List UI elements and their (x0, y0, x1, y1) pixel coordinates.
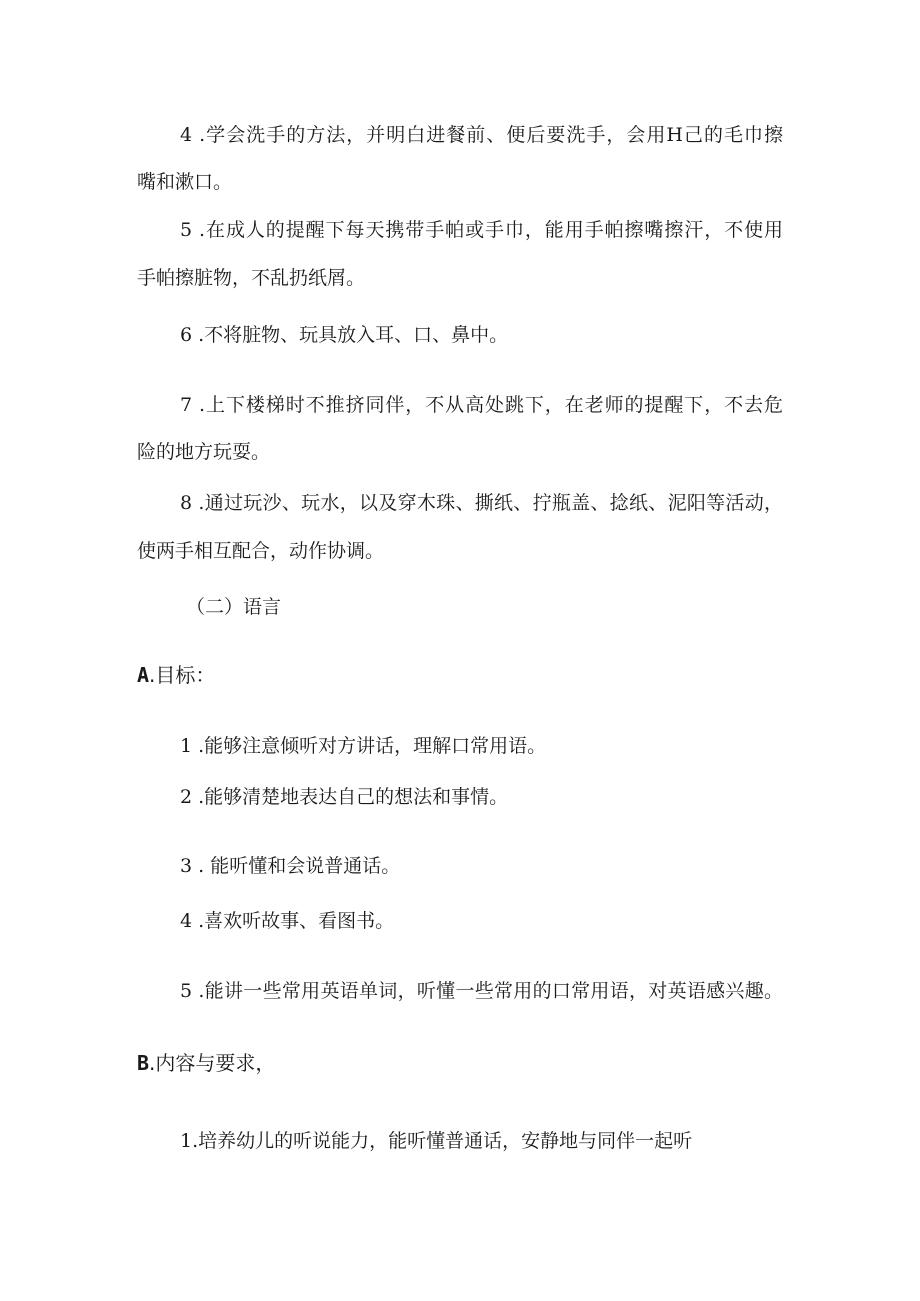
heading-content-letter: B (137, 1051, 150, 1075)
goal-item-3: 3 . 能听懂和会说普通话。 (180, 855, 401, 877)
paragraph-7-line-1: 7 .上下楼梯时不推挤同伴，不从高处跳下，在老师的提醒下，不去危 (180, 394, 783, 416)
content-item-1: 1.培养幼儿的听说能力，能听懂普通话，安静地与同伴一起听 (180, 1130, 693, 1152)
paragraph-5-line-1: 5 .在成人的提醒下每天携带手帕或手巾，能用手帕擦嘴擦汗，不使用 (180, 219, 783, 241)
paragraph-7-line-2: 险的地方玩耍。 (137, 441, 271, 463)
heading-content-text: .内容与要求， (149, 1051, 276, 1075)
paragraph-4-line-1: 4 .学会洗手的方法，并明白进餐前、便后要洗手，会用H己的毛巾擦 (180, 124, 783, 146)
heading-content-requirements (137, 1049, 275, 1077)
paragraph-6: 6 .不将脏物、玩具放入耳、口、鼻中。 (180, 324, 509, 346)
goal-item-4: 4 .喜欢听故事、看图书。 (180, 910, 395, 932)
goal-item-2: 2 .能够清楚地表达自己的想法和事情。 (180, 786, 509, 808)
heading-goals-text: .目标： (149, 663, 216, 687)
paragraph-5-line-2: 手帕擦脏物，不乱扔纸屑。 (137, 267, 366, 289)
paragraph-8-line-1: 8 .通过玩沙、玩水，以及穿木珠、撕纸、拧瓶盖、捻纸、泥阳等活动， (180, 492, 783, 514)
paragraph-8-line-2: 使两手相互配合，动作协调。 (137, 540, 385, 562)
section-title-language: （二）语言 (186, 596, 282, 618)
goal-item-1: 1 .能够注意倾听对方讲话，理解口常用语。 (180, 735, 547, 757)
heading-goals (137, 661, 215, 689)
paragraph-4-line-2: 嘴和漱口。 (137, 171, 233, 193)
heading-goals-letter: A (137, 663, 150, 687)
goal-item-5: 5 .能讲一些常用英语单词，听懂一些常用的口常用语，对英语感兴趣。 (180, 980, 783, 1002)
